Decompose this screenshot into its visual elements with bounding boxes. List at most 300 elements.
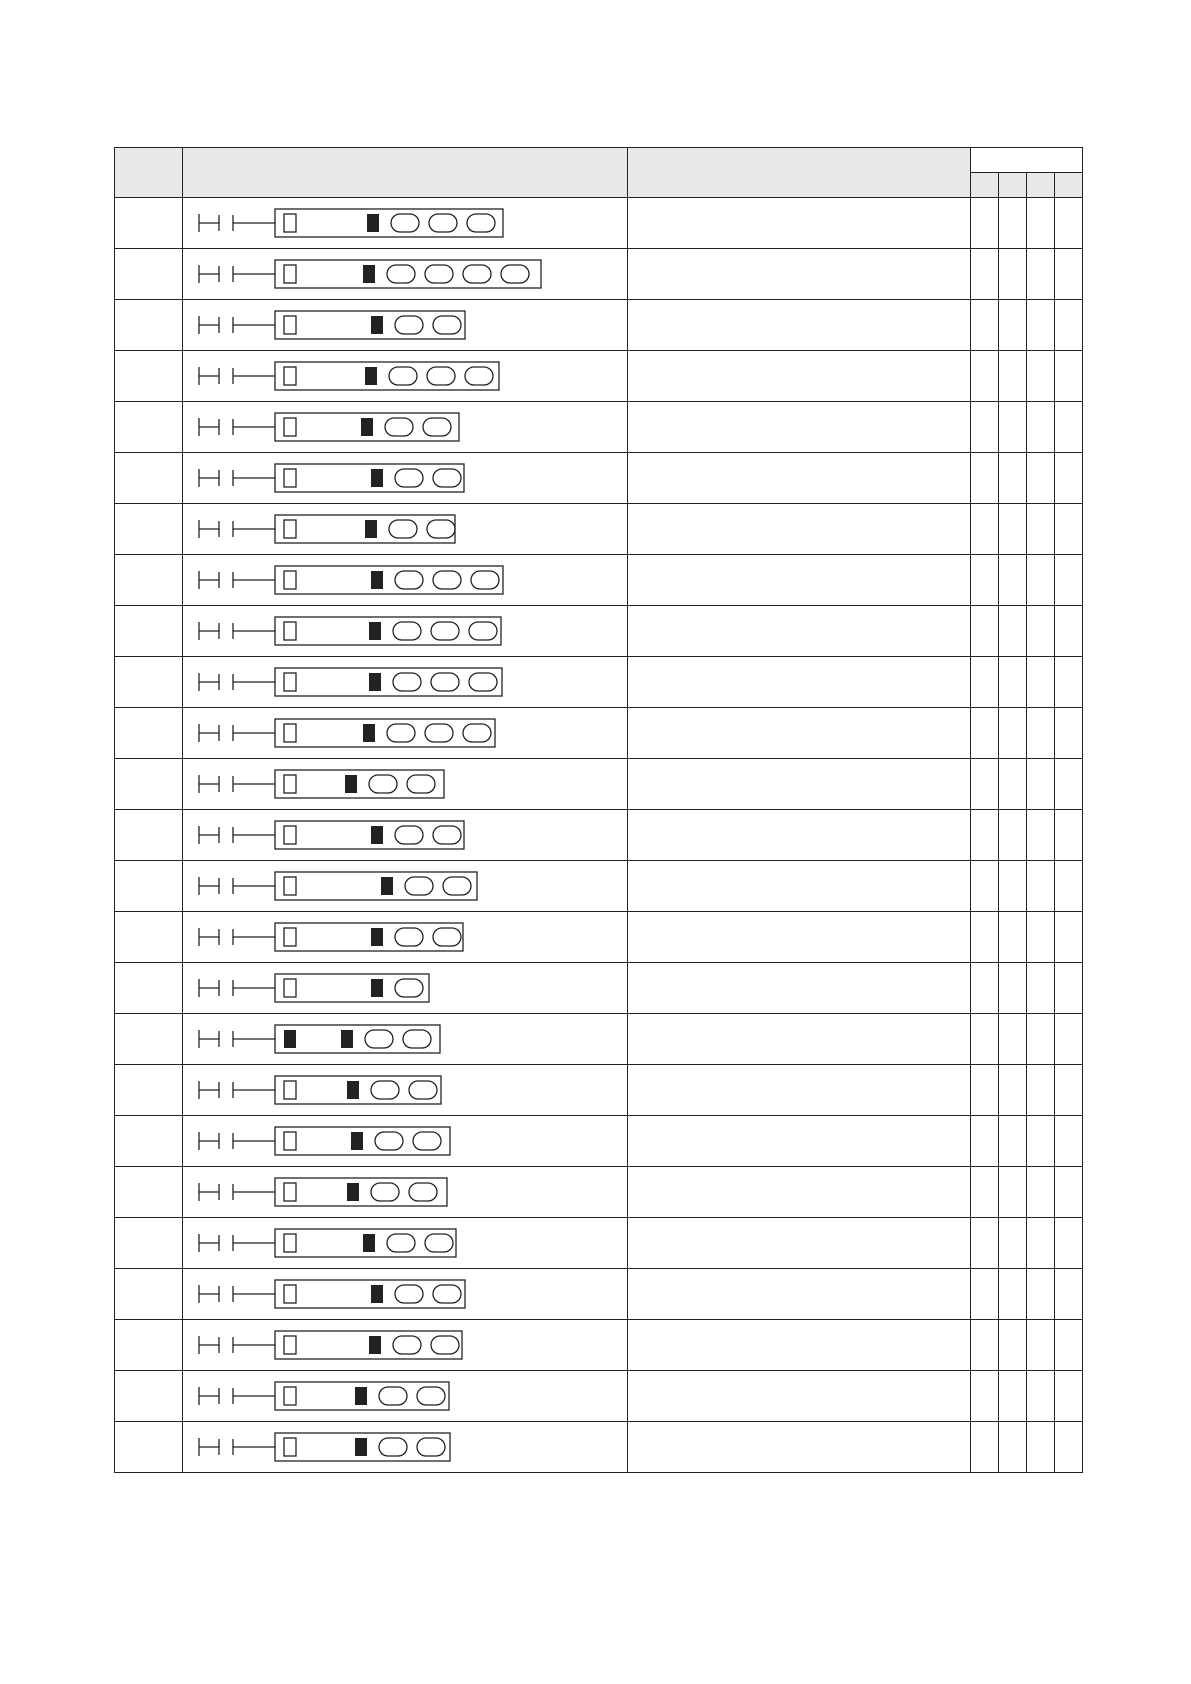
mnemonic-marker — [365, 367, 377, 385]
mnemonic-marker — [371, 316, 383, 334]
model-applicability-2 — [998, 810, 1026, 861]
prefix-square — [284, 1438, 296, 1456]
ladder-symbol-cell — [183, 861, 628, 912]
operand-oval — [433, 571, 461, 589]
model-applicability-2 — [998, 1116, 1026, 1167]
mnemonic-marker — [381, 877, 393, 895]
ladder-rung — [183, 555, 626, 605]
prefix-square — [284, 1234, 296, 1252]
operand-oval — [379, 1387, 407, 1405]
operand-oval — [395, 979, 423, 997]
mnemonic-marker — [365, 520, 377, 538]
mnemonic-marker — [347, 1081, 359, 1099]
prefix-square — [284, 928, 296, 946]
operand-oval — [417, 1387, 445, 1405]
instruction-box — [275, 770, 444, 798]
ladder-symbol-cell — [183, 1116, 628, 1167]
model-applicability-2 — [998, 351, 1026, 402]
model-applicability-1 — [970, 657, 998, 708]
operand-oval — [379, 1438, 407, 1456]
ladder-rung — [183, 1422, 626, 1472]
mnemonic-marker — [355, 1387, 367, 1405]
ladder-rung — [183, 606, 626, 656]
prefix-square — [284, 367, 296, 385]
ladder-rung — [183, 708, 626, 758]
model-applicability-2 — [998, 1167, 1026, 1218]
function-description — [628, 963, 970, 1014]
model-applicability-4 — [1054, 198, 1082, 249]
operand-oval — [403, 1030, 431, 1048]
mnemonic-marker — [355, 1438, 367, 1456]
ladder-symbol-cell — [183, 1269, 628, 1320]
function-description — [628, 708, 970, 759]
operand-oval — [387, 1234, 415, 1252]
operand-oval — [409, 1081, 437, 1099]
model-applicability-1 — [970, 249, 998, 300]
model-applicability-2 — [998, 453, 1026, 504]
model-applicability-4 — [1054, 657, 1082, 708]
row-number — [115, 351, 183, 402]
prefix-filled-square — [284, 1030, 296, 1048]
prefix-square — [284, 775, 296, 793]
model-applicability-4 — [1054, 810, 1082, 861]
ladder-rung — [183, 1065, 626, 1115]
mnemonic-marker — [369, 673, 381, 691]
row-number — [115, 759, 183, 810]
instruction-box — [275, 821, 464, 849]
model-applicability-4 — [1054, 912, 1082, 963]
instruction-box — [275, 974, 429, 1002]
row-number — [115, 657, 183, 708]
function-description — [628, 912, 970, 963]
model-applicability-2 — [998, 504, 1026, 555]
ladder-rung — [183, 1371, 626, 1421]
table-row — [115, 1167, 1083, 1218]
function-description — [628, 198, 970, 249]
ladder-rung — [183, 1320, 626, 1370]
table-row — [115, 1422, 1083, 1473]
function-description — [628, 759, 970, 810]
ladder-symbol-cell — [183, 504, 628, 555]
instruction-box — [275, 923, 463, 951]
table-row — [115, 1014, 1083, 1065]
row-number — [115, 1065, 183, 1116]
instruction-box — [275, 617, 501, 645]
ladder-symbol-cell — [183, 402, 628, 453]
model-applicability-3 — [1026, 1422, 1054, 1473]
ladder-symbol-cell — [183, 453, 628, 504]
operand-oval — [395, 316, 423, 334]
mnemonic-marker — [347, 1183, 359, 1201]
row-number — [115, 963, 183, 1014]
model-applicability-1 — [970, 555, 998, 606]
operand-oval — [469, 673, 497, 691]
mnemonic-marker — [371, 979, 383, 997]
ladder-symbol-cell — [183, 810, 628, 861]
header-model-4 — [1054, 173, 1082, 198]
instruction-box — [275, 311, 465, 339]
model-applicability-2 — [998, 1218, 1026, 1269]
model-applicability-3 — [1026, 861, 1054, 912]
model-applicability-1 — [970, 606, 998, 657]
model-applicability-1 — [970, 504, 998, 555]
model-applicability-1 — [970, 300, 998, 351]
ladder-rung — [183, 1167, 626, 1217]
model-applicability-2 — [998, 1065, 1026, 1116]
model-applicability-1 — [970, 1167, 998, 1218]
ladder-rung — [183, 504, 626, 554]
mnemonic-marker — [363, 1234, 375, 1252]
model-applicability-4 — [1054, 861, 1082, 912]
operand-oval — [395, 469, 423, 487]
operand-oval — [375, 1132, 403, 1150]
model-applicability-2 — [998, 1371, 1026, 1422]
model-applicability-3 — [1026, 759, 1054, 810]
function-description — [628, 657, 970, 708]
function-description — [628, 1065, 970, 1116]
model-applicability-1 — [970, 810, 998, 861]
operand-oval — [395, 571, 423, 589]
ladder-symbol-cell — [183, 708, 628, 759]
mnemonic-marker — [363, 265, 375, 283]
row-number — [115, 1116, 183, 1167]
instruction-box — [275, 1331, 462, 1359]
row-number — [115, 606, 183, 657]
operand-oval — [407, 775, 435, 793]
function-description — [628, 555, 970, 606]
table-row — [115, 912, 1083, 963]
instruction-table — [114, 147, 1083, 1473]
row-number — [115, 300, 183, 351]
mnemonic-marker — [363, 724, 375, 742]
mnemonic-marker — [369, 622, 381, 640]
prefix-square — [284, 1183, 296, 1201]
operand-oval — [463, 724, 491, 742]
function-description — [628, 249, 970, 300]
mnemonic-marker — [371, 928, 383, 946]
ladder-symbol-cell — [183, 1065, 628, 1116]
model-applicability-3 — [1026, 606, 1054, 657]
ladder-symbol-cell — [183, 351, 628, 402]
model-applicability-1 — [970, 1065, 998, 1116]
ladder-rung — [183, 351, 626, 401]
operand-oval — [431, 622, 459, 640]
model-applicability-4 — [1054, 1065, 1082, 1116]
ladder-rung — [183, 1269, 626, 1319]
operand-oval — [433, 928, 461, 946]
table-row — [115, 657, 1083, 708]
function-description — [628, 810, 970, 861]
operand-oval — [433, 826, 461, 844]
instruction-box — [275, 209, 503, 237]
ladder-rung — [183, 249, 626, 299]
function-description — [628, 300, 970, 351]
mnemonic-marker — [371, 469, 383, 487]
ladder-symbol-cell — [183, 1371, 628, 1422]
model-applicability-3 — [1026, 453, 1054, 504]
table-row — [115, 402, 1083, 453]
model-applicability-2 — [998, 555, 1026, 606]
operand-oval — [433, 1285, 461, 1303]
prefix-square — [284, 1387, 296, 1405]
ladder-rung — [183, 1116, 626, 1166]
ladder-symbol-cell — [183, 1218, 628, 1269]
model-applicability-4 — [1054, 1320, 1082, 1371]
function-description — [628, 1014, 970, 1065]
operand-oval — [467, 214, 495, 232]
row-number — [115, 1218, 183, 1269]
model-applicability-2 — [998, 861, 1026, 912]
table-row — [115, 453, 1083, 504]
operand-oval — [425, 1234, 453, 1252]
model-applicability-4 — [1054, 606, 1082, 657]
prefix-square — [284, 571, 296, 589]
row-number — [115, 912, 183, 963]
function-description — [628, 1320, 970, 1371]
model-applicability-1 — [970, 1116, 998, 1167]
model-applicability-3 — [1026, 810, 1054, 861]
row-number — [115, 504, 183, 555]
operand-oval — [393, 622, 421, 640]
instruction-box — [275, 668, 502, 696]
model-applicability-1 — [970, 963, 998, 1014]
row-number — [115, 810, 183, 861]
ladder-symbol-cell — [183, 249, 628, 300]
table-row — [115, 555, 1083, 606]
ladder-rung — [183, 402, 626, 452]
operand-oval — [427, 520, 455, 538]
model-applicability-3 — [1026, 402, 1054, 453]
ladder-symbol-cell — [183, 1320, 628, 1371]
model-applicability-2 — [998, 912, 1026, 963]
instruction-box — [275, 1280, 465, 1308]
model-applicability-2 — [998, 300, 1026, 351]
model-applicability-1 — [970, 402, 998, 453]
mnemonic-marker — [361, 418, 373, 436]
instruction-box — [275, 566, 503, 594]
mnemonic-marker — [371, 1285, 383, 1303]
header-no — [115, 148, 183, 198]
operand-oval — [433, 469, 461, 487]
mnemonic-marker — [369, 1336, 381, 1354]
ladder-rung — [183, 657, 626, 707]
ladder-rung — [183, 861, 626, 911]
operand-oval — [413, 1132, 441, 1150]
model-applicability-3 — [1026, 1320, 1054, 1371]
instruction-box — [275, 1025, 440, 1053]
operand-oval — [395, 928, 423, 946]
ladder-symbol-cell — [183, 912, 628, 963]
table-row — [115, 606, 1083, 657]
model-applicability-4 — [1054, 1167, 1082, 1218]
operand-oval — [387, 724, 415, 742]
ladder-symbol-cell — [183, 759, 628, 810]
row-number — [115, 453, 183, 504]
ladder-rung — [183, 453, 626, 503]
table-row — [115, 351, 1083, 402]
mnemonic-marker — [367, 214, 379, 232]
model-applicability-2 — [998, 657, 1026, 708]
model-applicability-3 — [1026, 1371, 1054, 1422]
operand-oval — [431, 1336, 459, 1354]
ladder-symbol-cell — [183, 1422, 628, 1473]
function-description — [628, 1116, 970, 1167]
header-function — [628, 148, 970, 198]
row-number — [115, 198, 183, 249]
model-applicability-2 — [998, 1269, 1026, 1320]
prefix-square — [284, 979, 296, 997]
operand-oval — [369, 775, 397, 793]
model-applicability-4 — [1054, 1269, 1082, 1320]
header-model-2 — [998, 173, 1026, 198]
row-number — [115, 402, 183, 453]
model-applicability-4 — [1054, 453, 1082, 504]
model-applicability-4 — [1054, 759, 1082, 810]
operand-oval — [431, 673, 459, 691]
model-applicability-1 — [970, 708, 998, 759]
table-row — [115, 249, 1083, 300]
model-applicability-1 — [970, 1422, 998, 1473]
ladder-rung — [183, 963, 626, 1013]
model-applicability-3 — [1026, 1269, 1054, 1320]
model-applicability-3 — [1026, 1167, 1054, 1218]
function-description — [628, 1167, 970, 1218]
operand-oval — [425, 724, 453, 742]
operand-oval — [425, 265, 453, 283]
ladder-rung — [183, 759, 626, 809]
mnemonic-marker — [351, 1132, 363, 1150]
operand-oval — [393, 673, 421, 691]
operand-oval — [463, 265, 491, 283]
operand-oval — [395, 826, 423, 844]
table-header — [115, 148, 1083, 198]
model-applicability-1 — [970, 198, 998, 249]
model-applicability-3 — [1026, 1116, 1054, 1167]
instruction-box — [275, 719, 495, 747]
table-row — [115, 963, 1083, 1014]
model-applicability-3 — [1026, 300, 1054, 351]
prefix-square — [284, 1336, 296, 1354]
table-row — [115, 1371, 1083, 1422]
table-row — [115, 1116, 1083, 1167]
model-applicability-3 — [1026, 1218, 1054, 1269]
model-applicability-4 — [1054, 402, 1082, 453]
model-applicability-4 — [1054, 249, 1082, 300]
model-applicability-2 — [998, 963, 1026, 1014]
model-applicability-2 — [998, 1320, 1026, 1371]
model-applicability-3 — [1026, 351, 1054, 402]
operand-oval — [405, 877, 433, 895]
ladder-symbol-cell — [183, 555, 628, 606]
model-applicability-3 — [1026, 504, 1054, 555]
operand-oval — [471, 571, 499, 589]
operand-oval — [385, 418, 413, 436]
function-description — [628, 1218, 970, 1269]
model-applicability-1 — [970, 1014, 998, 1065]
operand-oval — [423, 418, 451, 436]
row-number — [115, 861, 183, 912]
prefix-square — [284, 520, 296, 538]
prefix-square — [284, 1285, 296, 1303]
operand-oval — [391, 214, 419, 232]
operand-oval — [465, 367, 493, 385]
ladder-rung — [183, 198, 626, 248]
model-applicability-1 — [970, 1371, 998, 1422]
prefix-square — [284, 316, 296, 334]
table-row — [115, 1320, 1083, 1371]
ladder-rung — [183, 912, 626, 962]
mnemonic-marker — [345, 775, 357, 793]
operand-oval — [387, 265, 415, 283]
model-applicability-3 — [1026, 708, 1054, 759]
function-description — [628, 861, 970, 912]
instruction-box — [275, 872, 477, 900]
function-description — [628, 1269, 970, 1320]
ladder-symbol-cell — [183, 1167, 628, 1218]
model-applicability-1 — [970, 1320, 998, 1371]
table-row — [115, 759, 1083, 810]
model-applicability-2 — [998, 759, 1026, 810]
prefix-square — [284, 418, 296, 436]
model-applicability-4 — [1054, 555, 1082, 606]
ladder-rung — [183, 1014, 626, 1064]
model-applicability-4 — [1054, 1422, 1082, 1473]
prefix-square — [284, 265, 296, 283]
row-number — [115, 1269, 183, 1320]
table-row — [115, 1218, 1083, 1269]
operand-oval — [389, 520, 417, 538]
table-row — [115, 1269, 1083, 1320]
function-description — [628, 351, 970, 402]
model-applicability-1 — [970, 1269, 998, 1320]
header-applicable-models — [970, 148, 1082, 173]
instruction-box — [275, 1178, 447, 1206]
row-number — [115, 249, 183, 300]
model-applicability-2 — [998, 606, 1026, 657]
prefix-square — [284, 1081, 296, 1099]
instruction-box — [275, 464, 464, 492]
operand-oval — [429, 214, 457, 232]
operand-oval — [409, 1183, 437, 1201]
model-applicability-4 — [1054, 504, 1082, 555]
model-applicability-3 — [1026, 1014, 1054, 1065]
row-number — [115, 1320, 183, 1371]
model-applicability-4 — [1054, 300, 1082, 351]
model-applicability-1 — [970, 759, 998, 810]
ladder-symbol-cell — [183, 198, 628, 249]
model-applicability-4 — [1054, 351, 1082, 402]
model-applicability-4 — [1054, 708, 1082, 759]
table-row — [115, 861, 1083, 912]
prefix-square — [284, 826, 296, 844]
table-row — [115, 708, 1083, 759]
model-applicability-3 — [1026, 912, 1054, 963]
model-applicability-1 — [970, 861, 998, 912]
ladder-rung — [183, 1218, 626, 1268]
mnemonic-marker — [371, 826, 383, 844]
model-applicability-3 — [1026, 198, 1054, 249]
header-model-3 — [1026, 173, 1054, 198]
table-row — [115, 198, 1083, 249]
model-applicability-1 — [970, 351, 998, 402]
model-applicability-2 — [998, 249, 1026, 300]
ladder-symbol-cell — [183, 657, 628, 708]
header-model-1 — [970, 173, 998, 198]
operand-oval — [427, 367, 455, 385]
model-applicability-1 — [970, 912, 998, 963]
model-applicability-4 — [1054, 1371, 1082, 1422]
operand-oval — [371, 1183, 399, 1201]
